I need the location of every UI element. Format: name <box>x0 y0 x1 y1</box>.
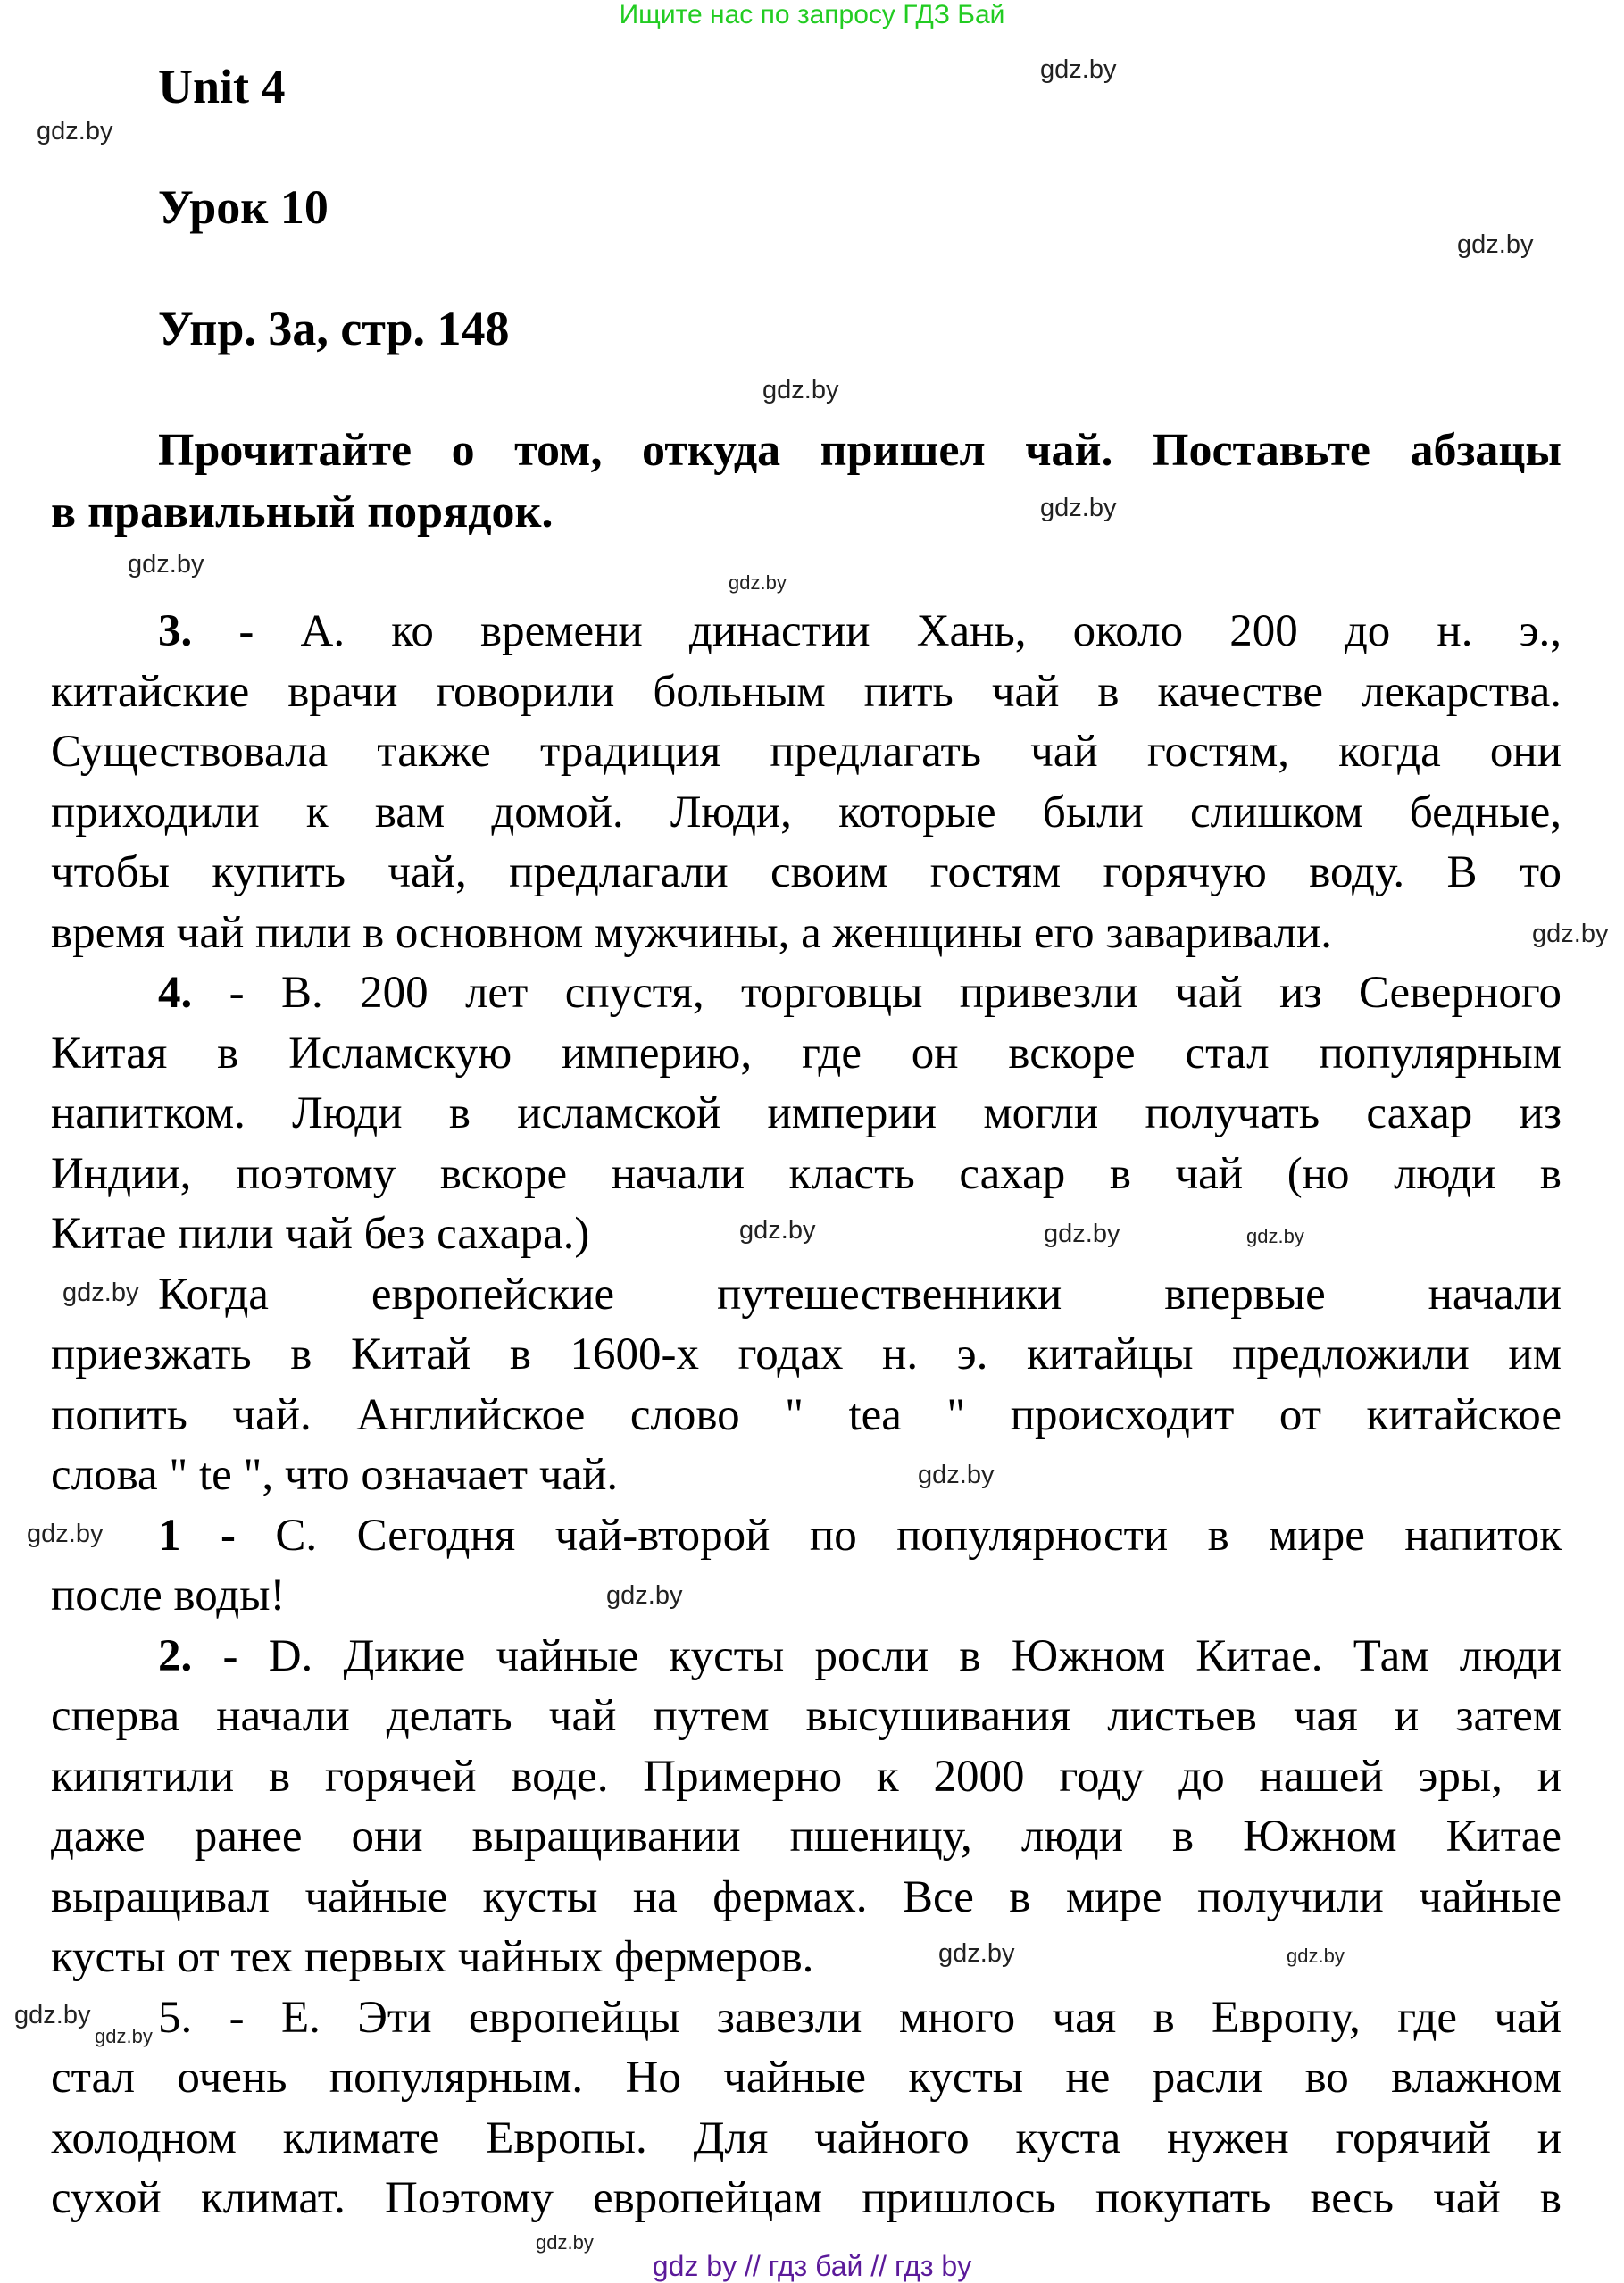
paragraph-line <box>51 1265 1562 1326</box>
paragraph-text: - D. Дикие чайные кусты росли в Южном Китае. Там люди <box>192 1630 1562 1681</box>
paragraph-text: Существовала также традиция предлагать чай гостям, когда они <box>51 727 1562 777</box>
paragraph-text: выращивал чайные кусты на фермах. Все в мире получили чайные <box>51 1871 1562 1922</box>
paragraph-line <box>51 1024 1562 1085</box>
watermark: gdz.by <box>918 1461 995 1489</box>
exercise-heading: Упр. 3а, стр. 148 <box>158 302 510 355</box>
watermark: gdz.by <box>62 1279 139 1307</box>
paragraph-line <box>51 2109 1562 2170</box>
paragraph-text: напитком. Люди в исламской империи могли получать сахар из <box>51 1088 1562 1138</box>
watermark: gdz.by <box>1457 230 1534 259</box>
watermark: gdz.by <box>128 550 204 579</box>
paragraph-line <box>51 1747 1562 1808</box>
paragraph-number: 1 - <box>158 1510 236 1561</box>
unit-heading: Unit 4 <box>158 60 286 113</box>
paragraph-line <box>51 1084 1562 1145</box>
watermark: gdz.by <box>536 2231 594 2254</box>
paragraph-line <box>51 722 1562 783</box>
watermark: gdz.by <box>1287 1945 1345 1967</box>
paragraph-line <box>51 783 1562 844</box>
paragraph-line <box>51 1446 1562 1506</box>
paragraph-text: Китае пили чай без сахара.) <box>51 1209 590 1259</box>
paragraph-text: - В. 200 лет спустя, торговцы привезли чай из Северного <box>192 968 1562 1018</box>
paragraph-text: чтобы купить чай, предлагали своим гостям горячую воду. В то <box>51 847 1562 897</box>
paragraph-line <box>51 963 1562 1024</box>
paragraph-line <box>51 1325 1562 1386</box>
watermark: gdz.by <box>27 1520 104 1548</box>
watermark: gdz.by <box>762 376 839 404</box>
bottom-banner-link[interactable]: gdz by // гдз бай // гдз by <box>652 2250 972 2282</box>
paragraph-text: приходили к вам домой. Люди, которые были слишком бедные, <box>51 787 1562 837</box>
paragraph-text: Индии, поэтому вскоре начали класть сахар в чай (но люди в <box>51 1148 1562 1199</box>
paragraph-text: С. Сегодня чай-второй по популярности в мире напиток <box>235 1510 1562 1561</box>
paragraph-line <box>51 1988 1562 2049</box>
paragraph-line <box>51 904 1562 964</box>
lesson-heading: Урок 10 <box>158 180 329 234</box>
paragraph-text: после воды! <box>51 1571 286 1621</box>
paragraph-text: - Е. Эти европейцы завезли много чая в Европу, где чай <box>192 1992 1562 2043</box>
paragraph-line <box>51 843 1562 904</box>
watermark: gdz.by <box>1246 1225 1304 1247</box>
paragraph-number: 2. <box>158 1630 193 1681</box>
watermark: gdz.by <box>1044 1220 1120 1248</box>
paragraph-text: - А. ко времени династии Хань, около 200 до н. э., <box>192 606 1562 656</box>
watermark: gdz.by <box>1532 920 1609 948</box>
paragraph-text: стал очень популярным. Но чайные кусты не расли во влажном <box>51 2053 1562 2103</box>
watermark: gdz.by <box>1040 55 1117 84</box>
paragraph-line <box>51 662 1562 723</box>
paragraph-text: сперва начали делать чай путем высушивания листьев чая и затем <box>51 1691 1562 1741</box>
paragraph-line <box>51 2169 1562 2229</box>
paragraph-line <box>51 2048 1562 2109</box>
instruction-line: Прочитайте о том, откуда пришел чай. Поставьте абзацы <box>158 425 1562 476</box>
paragraph-text: Когда европейские путешественники впервые начали <box>158 1269 1562 1320</box>
watermark: gdz.by <box>729 571 787 594</box>
watermark: gdz.by <box>1040 494 1117 522</box>
instruction-line: в правильный порядок. <box>51 487 554 537</box>
answer-text <box>51 602 1562 2229</box>
paragraph-line <box>51 1687 1562 1747</box>
paragraph-number: 4. <box>158 968 193 1018</box>
paragraph-line <box>51 1145 1562 1205</box>
paragraph-line <box>51 1386 1562 1446</box>
watermark: gdz.by <box>37 117 113 146</box>
watermark: gdz.by <box>14 2001 91 2029</box>
watermark: gdz.by <box>938 1939 1015 1968</box>
paragraph-number: 3. <box>158 606 193 656</box>
paragraph-text: приезжать в Китай в 1600-х годах н. э. китайцы предложили им <box>51 1329 1562 1379</box>
paragraph-line <box>51 1566 1562 1627</box>
paragraph-text: кусты от тех первых чайных фермеров. <box>51 1932 814 1982</box>
paragraph-text: слова " te ", что означает чай. <box>51 1450 619 1500</box>
watermark: gdz.by <box>739 1216 816 1245</box>
watermark: gdz.by <box>95 2025 153 2047</box>
paragraph-line <box>51 602 1562 662</box>
paragraph-text: сухой климат. Поэтому европейцам пришлось покупать весь чай в <box>51 2173 1562 2223</box>
paragraph-text: попить чай. Английское слово " tea " происходит от китайское <box>51 1389 1562 1440</box>
paragraph-line <box>51 1868 1562 1929</box>
paragraph-text: время чай пили в основном мужчины, а женщины его заваривали. <box>51 907 1333 958</box>
instruction <box>51 420 1562 543</box>
paragraph-text: даже ранее они выращивании пшеницу, люди в Южном Китае <box>51 1812 1562 1862</box>
paragraph-line <box>51 1807 1562 1868</box>
paragraph-text: китайские врачи говорили больным пить чай в качестве лекарства. <box>51 666 1562 717</box>
paragraph-text: Китая в Исламскую империю, где он вскоре стал популярным <box>51 1028 1562 1079</box>
top-banner-link[interactable]: Ищите нас по запросу ГДЗ Бай <box>619 0 1005 29</box>
paragraph-text: холодном климате Европы. Для чайного куста нужен горячий и <box>51 2112 1562 2163</box>
paragraph-number: 5. <box>158 1992 193 2043</box>
paragraph-line <box>51 1627 1562 1687</box>
paragraph-line <box>51 1506 1562 1567</box>
paragraph-text: кипятили в горячей воде. Примерно к 2000 году до нашей эры, и <box>51 1751 1562 1802</box>
watermark: gdz.by <box>606 1581 683 1610</box>
